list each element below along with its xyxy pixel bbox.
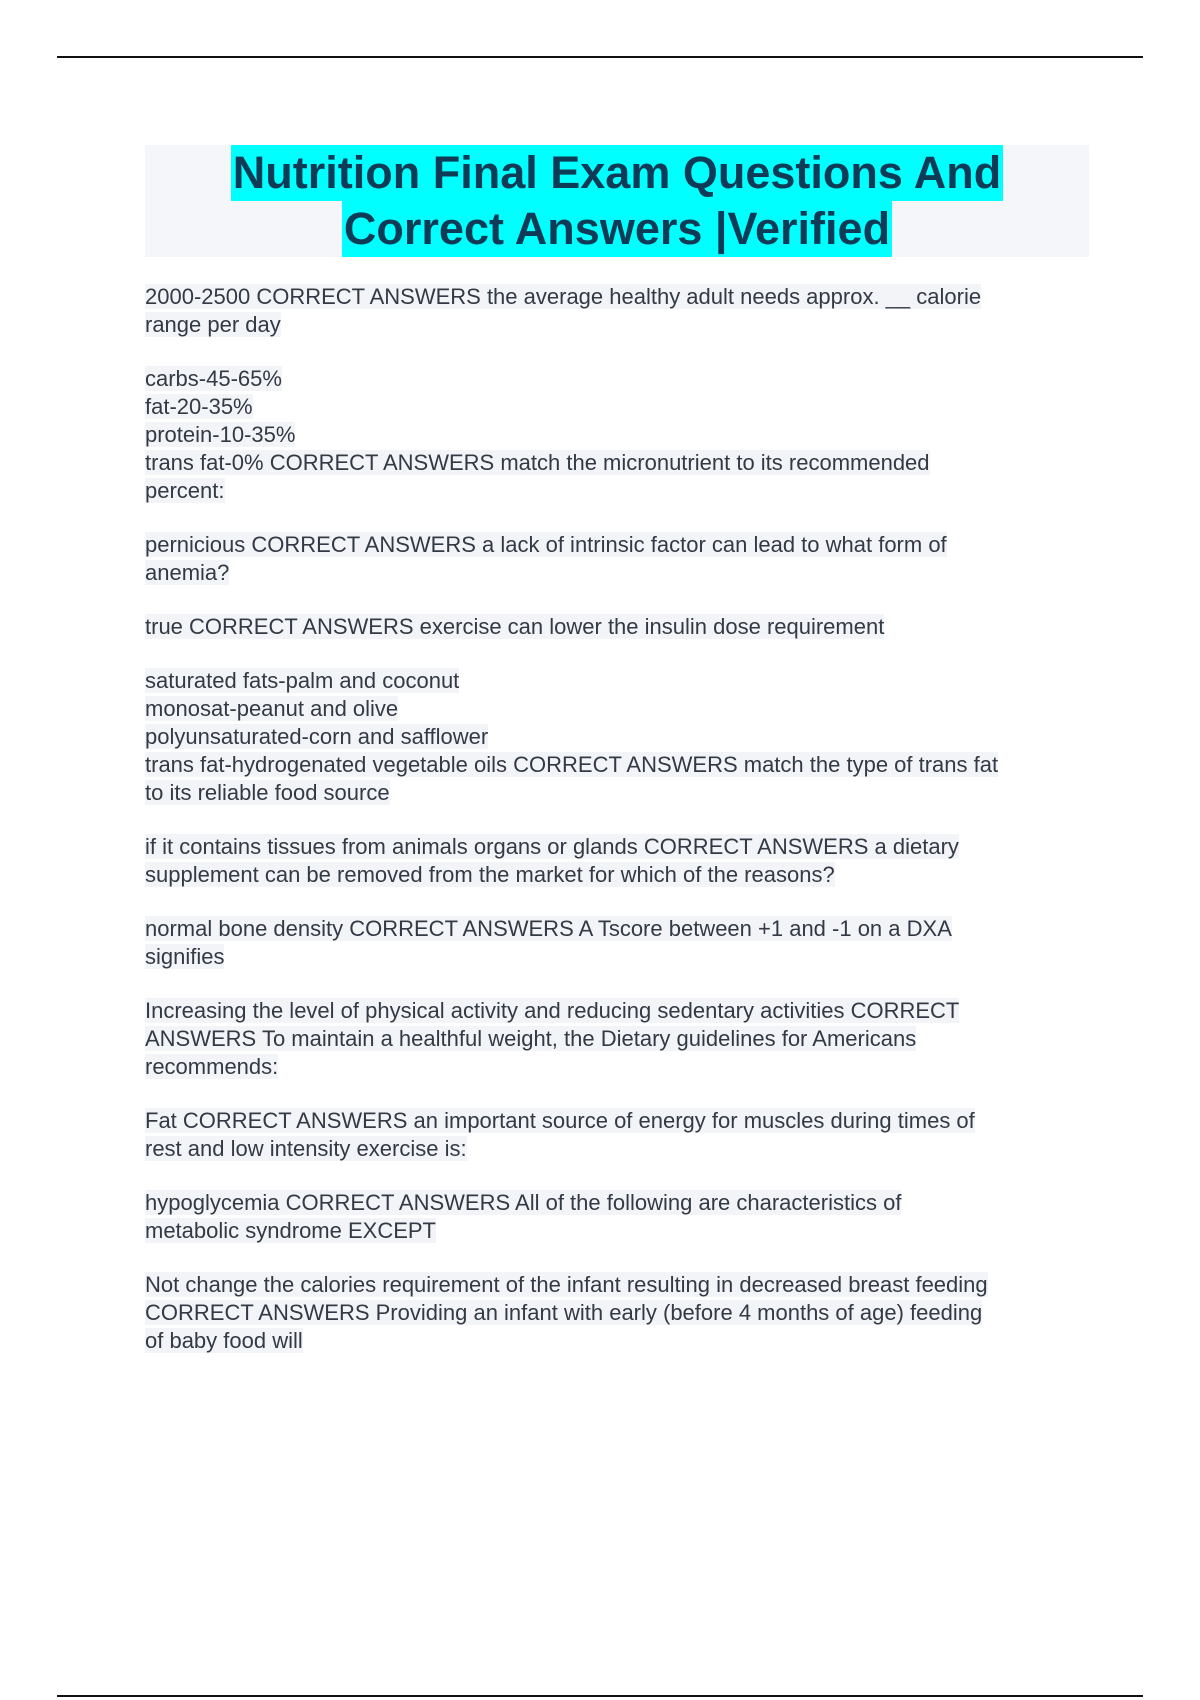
qa-line-text: monosat-peanut and olive [145, 696, 399, 721]
qa-entry [145, 1189, 1090, 1245]
qa-line-text: range per day [145, 312, 281, 337]
qa-line-text: ANSWERS To maintain a healthful weight, the Dietary guidelines for Americans [145, 1026, 917, 1051]
qa-line-text: 2000-2500 CORRECT ANSWERS the average healthy adult needs approx. __ calorie [145, 284, 982, 309]
qa-line [145, 943, 1090, 971]
bottom-rule [57, 1695, 1143, 1697]
qa-line [145, 421, 1090, 449]
qa-line [145, 997, 1090, 1025]
qa-line [145, 1107, 1090, 1135]
qa-entry [145, 1107, 1090, 1163]
qa-line [145, 283, 1090, 311]
qa-entry [145, 833, 1090, 889]
title-line-1: Nutrition Final Exam Questions And [231, 145, 1003, 201]
qa-line [145, 915, 1090, 943]
qa-line-text: saturated fats-palm and coconut [145, 668, 460, 693]
qa-line [145, 779, 1090, 807]
qa-line-text: Not change the calories requirement of the infant resulting in decreased breast feeding [145, 1272, 988, 1297]
qa-line-text: polyunsaturated-corn and safflower [145, 724, 489, 749]
qa-line [145, 723, 1090, 751]
qa-line-text: to its reliable food source [145, 780, 390, 805]
qa-line [145, 1189, 1090, 1217]
qa-line [145, 1053, 1090, 1081]
qa-line [145, 613, 1090, 641]
qa-line-text: hypoglycemia CORRECT ANSWERS All of the following are characteristics of [145, 1190, 902, 1215]
qa-line [145, 1217, 1090, 1245]
qa-line-text: pernicious CORRECT ANSWERS a lack of intrinsic factor can lead to what form of [145, 532, 947, 557]
document-title [145, 145, 1089, 257]
qa-entry [145, 531, 1090, 587]
qa-line [145, 1025, 1090, 1053]
qa-entry [145, 1271, 1090, 1355]
qa-line [145, 1135, 1090, 1163]
qa-line-text: rest and low intensity exercise is: [145, 1136, 467, 1161]
qa-line [145, 751, 1090, 779]
qa-entry [145, 365, 1090, 505]
qa-line [145, 667, 1090, 695]
qa-line-text: true CORRECT ANSWERS exercise can lower the insulin dose requirement [145, 614, 885, 639]
qa-line [145, 449, 1090, 477]
qa-line [145, 1327, 1090, 1355]
qa-line-text: carbs-45-65% [145, 366, 282, 391]
qa-line-text: of baby food will [145, 1328, 303, 1353]
qa-line-text: Increasing the level of physical activity and reducing sedentary activities CORRECT [145, 998, 960, 1023]
qa-line-text: supplement can be removed from the market for which of the reasons? [145, 862, 835, 887]
qa-line [145, 559, 1090, 587]
qa-entry [145, 915, 1090, 971]
top-rule [57, 56, 1143, 58]
qa-line-text: recommends: [145, 1054, 279, 1079]
qa-line [145, 311, 1090, 339]
qa-line [145, 1299, 1090, 1327]
qa-line [145, 861, 1090, 889]
qa-line-text: protein-10-35% [145, 422, 296, 447]
qa-line-text: trans fat-0% CORRECT ANSWERS match the micronutrient to its recommended [145, 450, 930, 475]
qa-line-text: trans fat-hydrogenated vegetable oils CORRECT ANSWERS match the type of trans fat [145, 752, 999, 777]
qa-line [145, 695, 1090, 723]
qa-entry [145, 667, 1090, 807]
qa-line [145, 833, 1090, 861]
qa-line-text: anemia? [145, 560, 230, 585]
qa-line [145, 531, 1090, 559]
qa-line-text: signifies [145, 944, 225, 969]
qa-line-text: metabolic syndrome EXCEPT [145, 1218, 436, 1243]
qa-entry [145, 997, 1090, 1081]
qa-line-text: percent: [145, 478, 225, 503]
qa-line [145, 393, 1090, 421]
qa-line [145, 1271, 1090, 1299]
qa-entry [145, 283, 1090, 339]
qa-line [145, 365, 1090, 393]
qa-line-text: fat-20-35% [145, 394, 253, 419]
qa-list [145, 283, 1090, 1381]
qa-entry [145, 613, 1090, 641]
qa-line-text: Fat CORRECT ANSWERS an important source of energy for muscles during times of [145, 1108, 975, 1133]
qa-line [145, 477, 1090, 505]
title-line-2: Correct Answers |Verified [342, 201, 892, 257]
qa-line-text: CORRECT ANSWERS Providing an infant with early (before 4 months of age) feeding [145, 1300, 983, 1325]
qa-line-text: if it contains tissues from animals organs or glands CORRECT ANSWERS a dietary [145, 834, 959, 859]
qa-line-text: normal bone density CORRECT ANSWERS A Tscore between +1 and -1 on a DXA [145, 916, 952, 941]
